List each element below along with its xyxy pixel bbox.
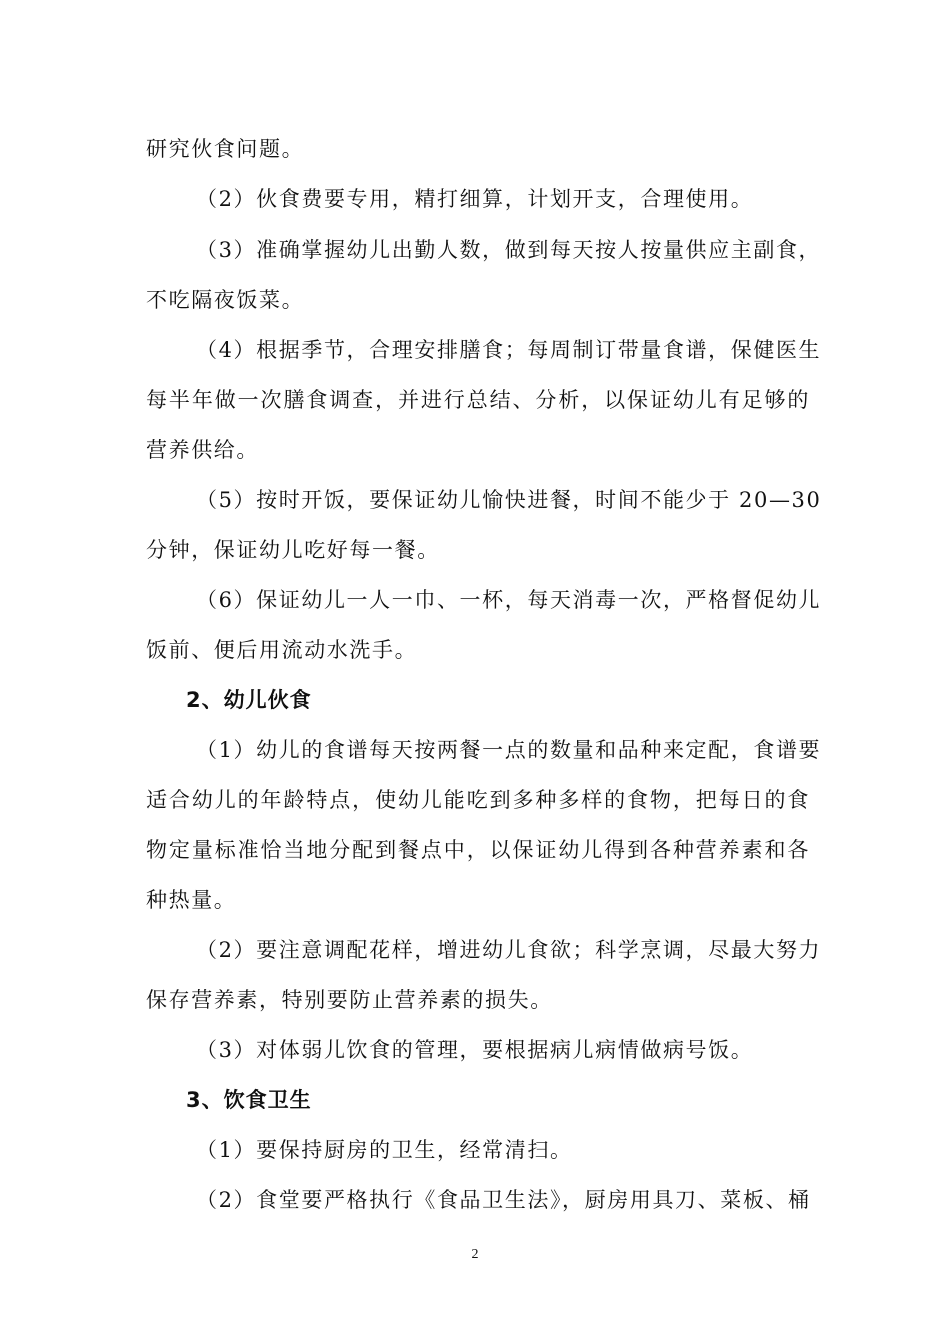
paragraph-line: 营养供给。 <box>146 438 259 462</box>
paragraph-line: （4）根据季节，合理安排膳食；每周制订带量食谱，保健医生 <box>196 338 822 362</box>
paragraph-line: 适合幼儿的年龄特点，使幼儿能吃到多种多样的食物，把每日的食 <box>146 788 810 812</box>
paragraph-line: 分钟，保证幼儿吃好每一餐。 <box>146 538 440 562</box>
paragraph-line: 饭前、便后用流动水洗手。 <box>146 638 418 662</box>
paragraph-line: （2）食堂要严格执行《食品卫生法》，厨房用具刀、菜板、桶 <box>196 1188 811 1212</box>
paragraph-line: （3）准确掌握幼儿出勤人数，做到每天按人按量供应主副食， <box>196 238 822 262</box>
paragraph-line: 不吃隔夜饭菜。 <box>146 288 305 312</box>
section-heading: 2、幼儿伙食 <box>186 688 312 712</box>
paragraph-line: 每半年做一次膳食调查，并进行总结、分析，以保证幼儿有足够的 <box>146 388 810 412</box>
paragraph-line: （6）保证幼儿一人一巾、一杯，每天消毒一次，严格督促幼儿 <box>196 588 822 612</box>
paragraph-line: （1）要保持厨房的卫生，经常清扫。 <box>196 1138 573 1162</box>
section-heading: 3、饮食卫生 <box>186 1088 312 1112</box>
paragraph-line: （1）幼儿的食谱每天按两餐一点的数量和品种来定配，食谱要 <box>196 738 822 762</box>
page-number: 2 <box>471 1247 479 1262</box>
paragraph-line: 物定量标准恰当地分配到餐点中，以保证幼儿得到各种营养素和各 <box>146 838 810 862</box>
paragraph-line: 保存营养素，特别要防止营养素的损失。 <box>146 988 553 1012</box>
paragraph-line: （5）按时开饭，要保证幼儿愉快进餐，时间不能少于 20—30 <box>196 488 822 512</box>
paragraph-line: （3）对体弱儿饮食的管理，要根据病儿病情做病号饭。 <box>196 1038 754 1062</box>
paragraph-line: 研究伙食问题。 <box>146 137 305 161</box>
paragraph-line: 种热量。 <box>146 888 237 912</box>
paragraph-line: （2）伙食费要专用，精打细算，计划开支，合理使用。 <box>196 187 754 211</box>
paragraph-line: （2）要注意调配花样，增进幼儿食欲；科学烹调，尽最大努力 <box>196 938 822 962</box>
